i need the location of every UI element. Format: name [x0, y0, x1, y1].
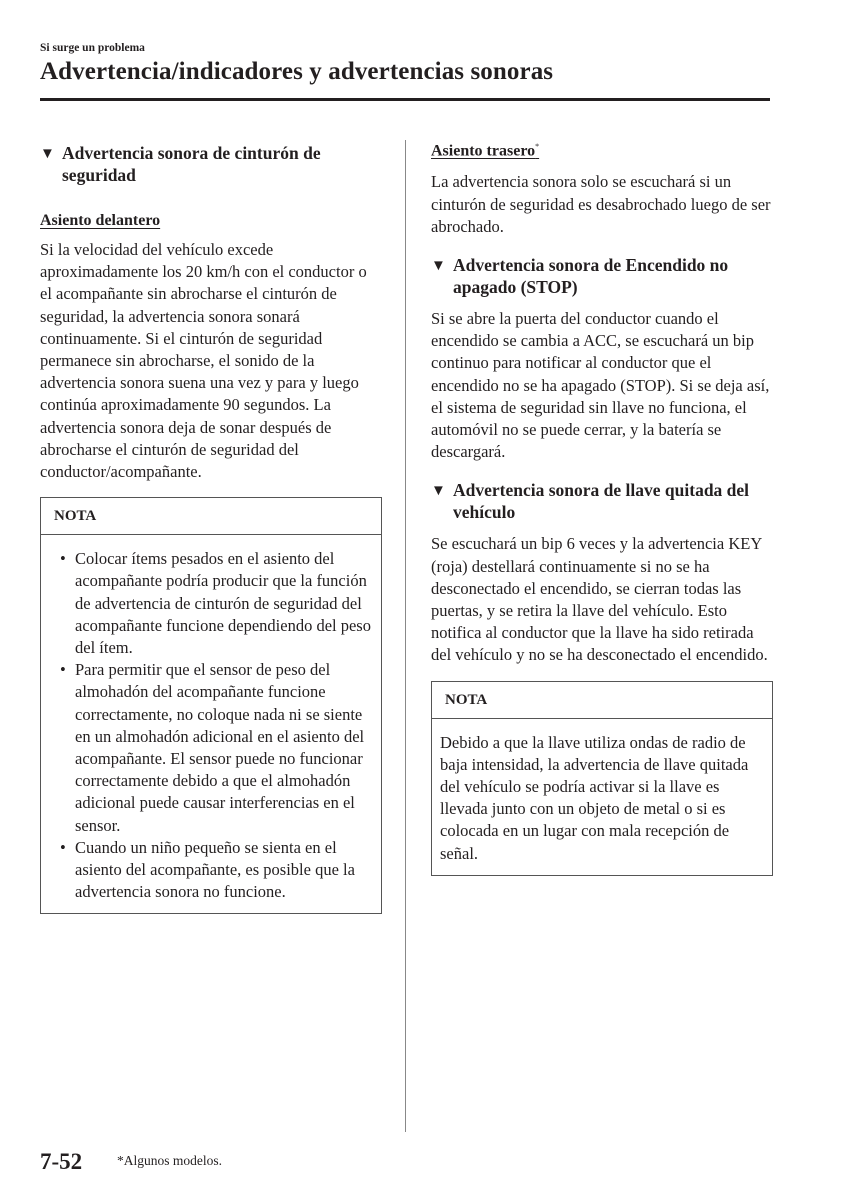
note-box	[431, 681, 773, 876]
footnote: *Algunos modelos.	[117, 1153, 223, 1168]
front-seat-paragraph: Si la velocidad del vehículo excede aproximadamente los 20 km/h con el conductor o el acompañante sin abrocharse el cinturón de seguridad, la advertencia sonora sonará continuamente. Si el cinturón de seguridad permanece sin abrocharse, el sonido de la advertencia sonora suena una vez y para y luego continúa aproximadamente 90 segundos. La advertencia sonora deja de sonar después de abrocharse el cinturón de seguridad del conductor/acompañante.	[40, 240, 367, 482]
note-list	[53, 548, 371, 903]
rear-seat-paragraph: La advertencia sonora solo se escuchará si un cinturón de seguridad es desabrochado luego de ser abrochado.	[431, 172, 771, 236]
list-item-text: Colocar ítems pesados en el asiento del acompañante podría producir que la función de advertencia de cinturón de seguridad del acompañante funcione dependiendo del peso del ítem.	[75, 549, 371, 658]
section-heading-text: Advertencia sonora de Encendido no apagado (STOP)	[453, 254, 729, 297]
note-box	[40, 497, 382, 914]
note-heading: NOTA	[41, 498, 381, 535]
subheading-front-seat: Asiento delantero	[40, 212, 161, 229]
footnote-mark: *	[535, 142, 540, 151]
list-item	[53, 548, 371, 659]
triangle-down-icon: ▼	[431, 257, 446, 274]
note-body	[432, 719, 772, 875]
triangle-down-icon: ▼	[431, 483, 446, 500]
list-item-text: Cuando un niño pequeño se sienta en el asiento del acompañante, es posible que la advertencia sonora no funcione.	[75, 837, 355, 902]
ignition-paragraph: Si se abre la puerta del conductor cuando el encendido se cambia a ACC, se escuchará un bip continuo para notificar al conductor que el encendido no se ha apagado (STOP). Si se deja así, el sistema de seguridad sin llave no funciona, el automóvil no se puede cerrar, y la batería se descargará.	[431, 308, 770, 462]
page-title: Advertencia/indicadores y advertencias sonoras	[40, 58, 554, 85]
key-removed-paragraph: Se escuchará un bip 6 veces y la advertencia KEY (roja) destellará continuamente si no se ha desconectado el encendido, se cierran todas las puertas, y se retira la llave del vehículo. Esto notifica al conductor que la llave ha sido retirada del vehículo y no se ha desconectado el encendido.	[431, 534, 768, 665]
rear-seat-label: Asiento trasero	[431, 142, 536, 160]
note-paragraph: Debido a que la llave utiliza ondas de radio de baja intensidad, la advertencia de llave quitada del vehículo se podría activar si la llave es llevada junto con un objeto de metal o si es colocada en un lugar con mala recepción de señal.	[440, 732, 749, 863]
chapter-label: Si surge un problema	[40, 42, 145, 54]
header-rule	[40, 98, 770, 101]
triangle-down-icon: ▼	[40, 146, 55, 162]
section-heading-seatbelt	[40, 142, 382, 186]
section-heading-text: Advertencia sonora de llave quitada del vehículo	[453, 480, 750, 523]
page-number: 7-52	[40, 1149, 83, 1174]
right-column	[431, 142, 773, 876]
bullet-dot-icon: •	[60, 837, 66, 857]
column-divider	[405, 140, 406, 1132]
section-heading-key-removed	[431, 479, 773, 523]
list-item	[53, 659, 371, 837]
note-body	[41, 535, 381, 913]
bullet-dot-icon: •	[60, 660, 66, 680]
subheading-rear-seat	[431, 142, 539, 160]
list-item	[53, 837, 371, 904]
note-heading: NOTA	[432, 682, 772, 719]
section-heading-text: Advertencia sonora de cinturón de seguridad	[62, 143, 321, 185]
bullet-dot-icon: •	[60, 549, 66, 569]
section-heading-ignition	[431, 254, 773, 298]
left-column	[40, 142, 382, 914]
list-item-text: Para permitir que el sensor de peso del almohadón del acompañante funcione correctamente, no coloque nada ni se siente en un almohadón adicional en el asiento del acompañante. El sensor puede no funcionar correctamente debido a que el almohadón adicional puede causar interferencias en el sensor.	[75, 660, 365, 835]
